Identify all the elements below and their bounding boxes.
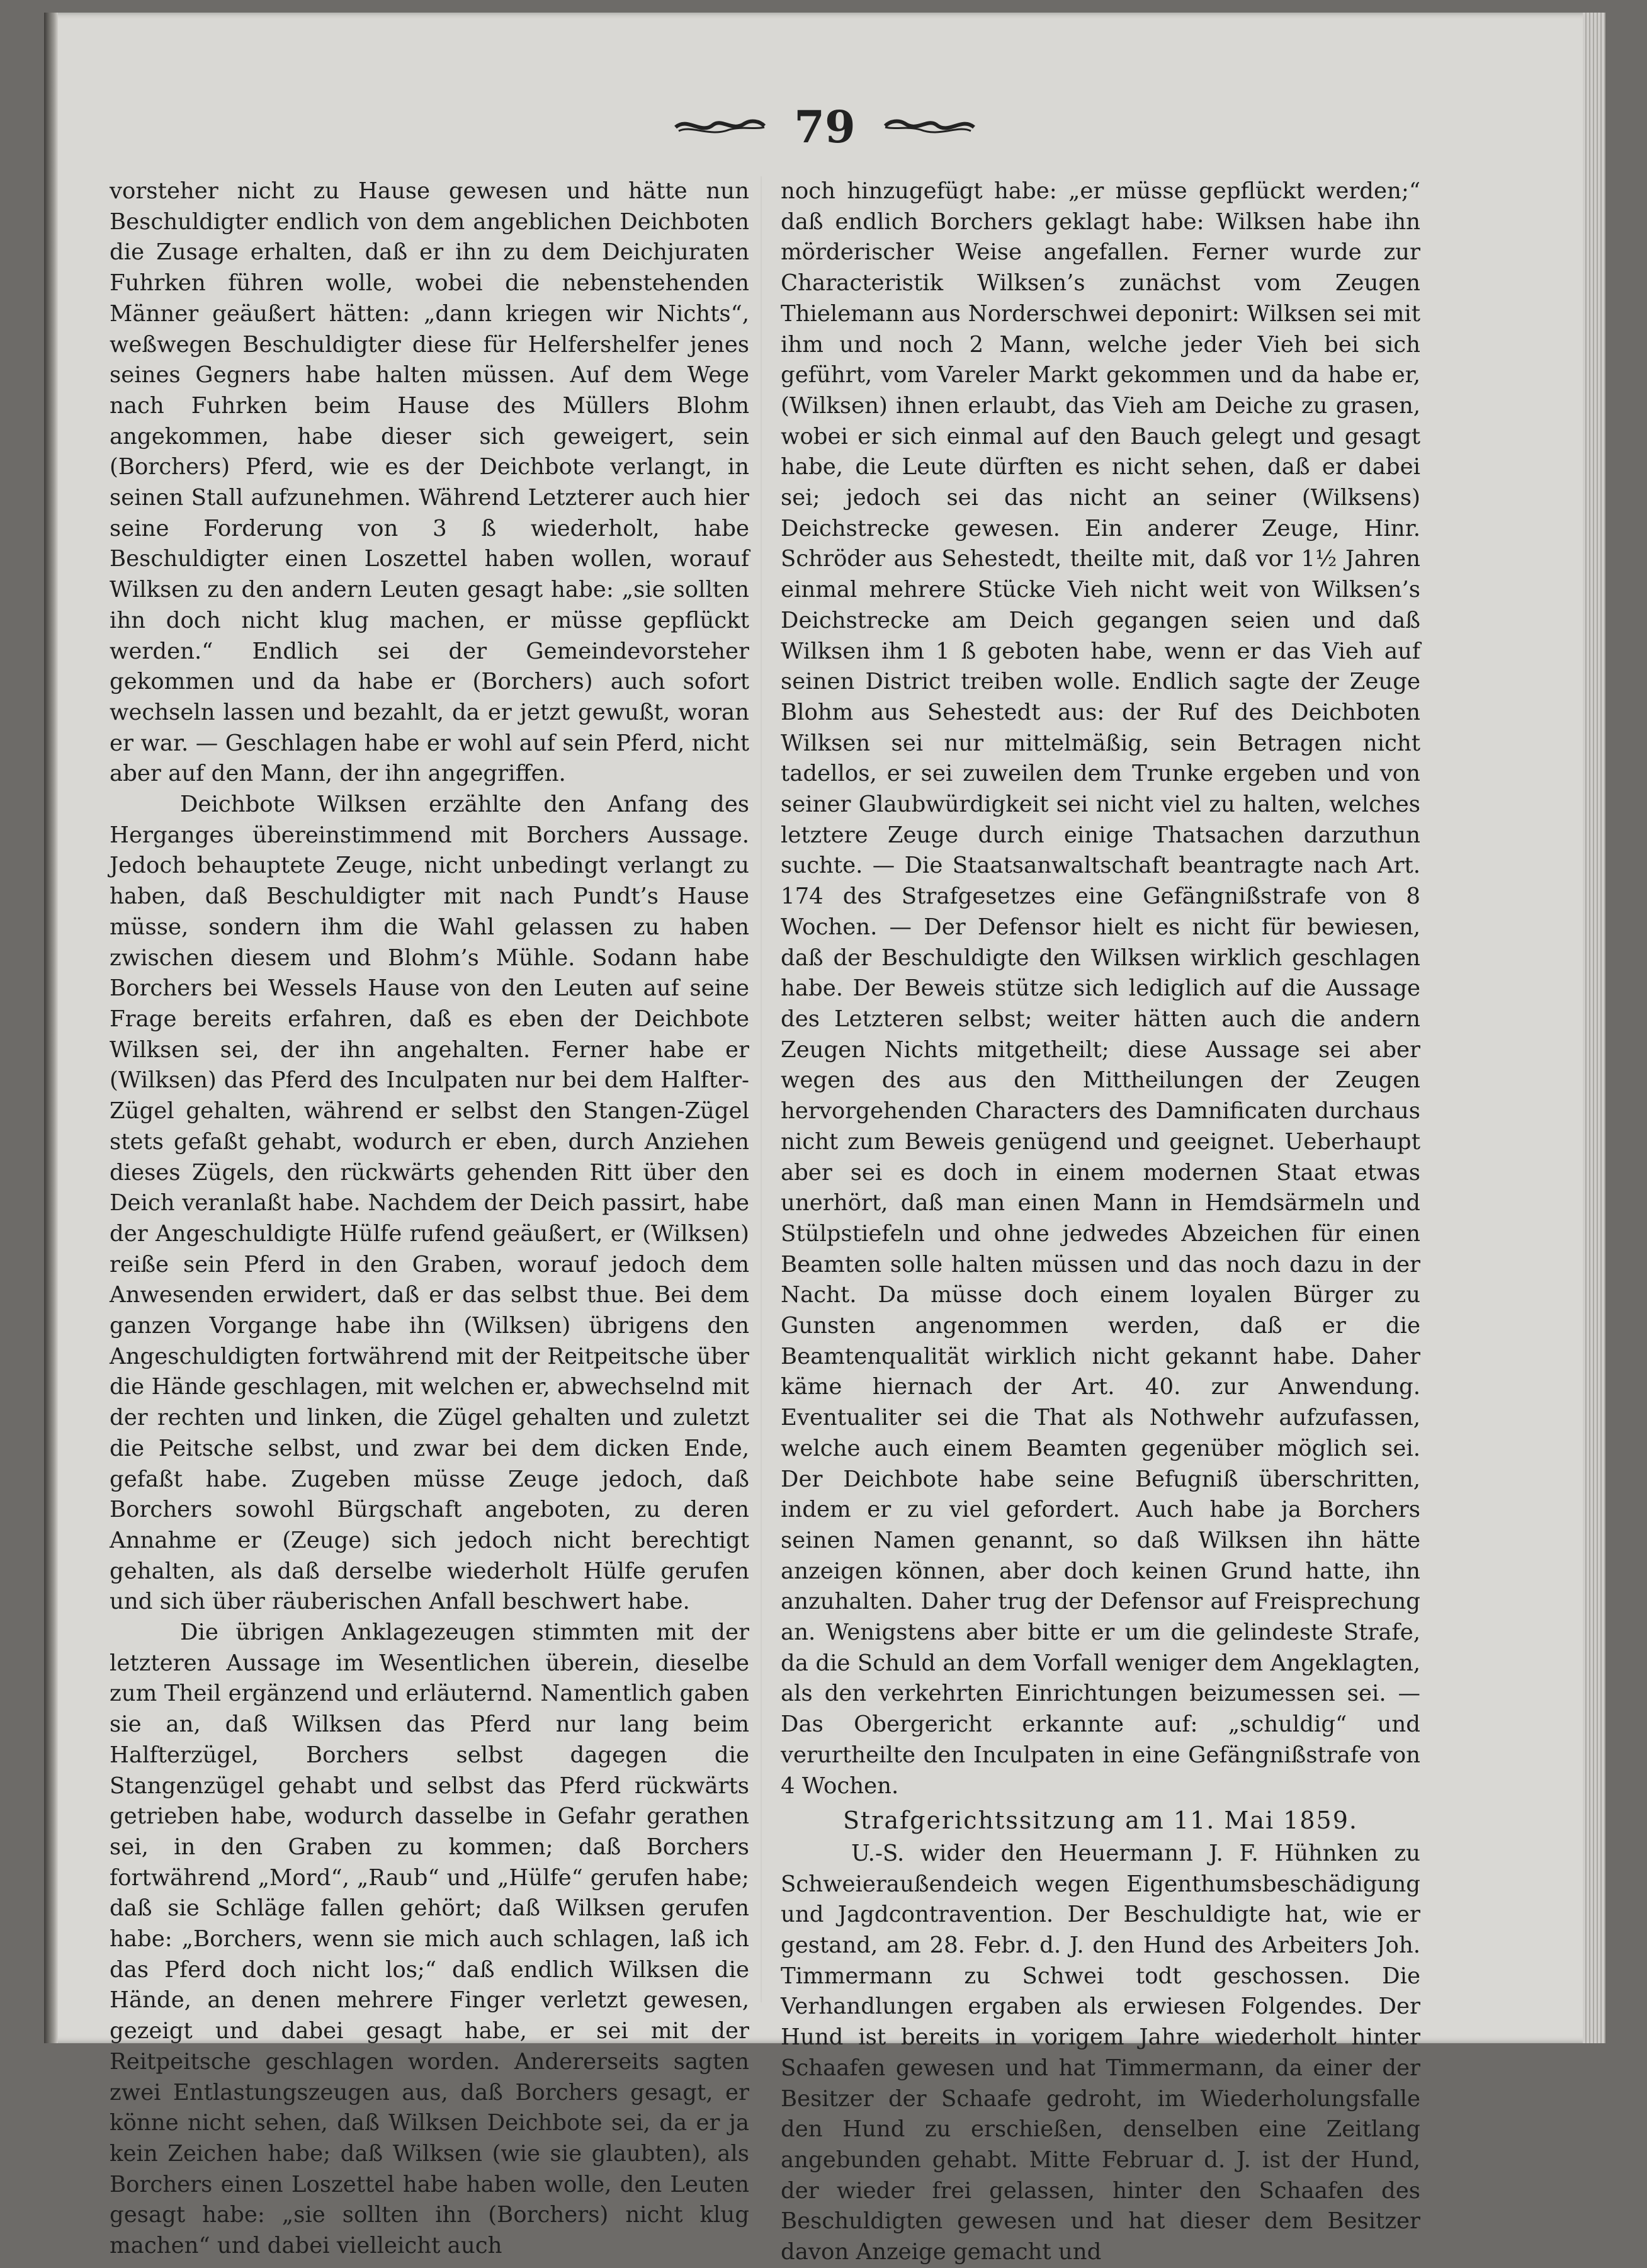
- page-stack-edge: [1583, 13, 1605, 2043]
- page-number: 79: [794, 101, 856, 153]
- paragraph: vorsteher nicht zu Hause gewesen und hätte nun Beschuldigter endlich von dem angeblichen Deichboten die Zusage erhalten, daß er ihn zu dem Deichjuraten Fuhrken führen wolle, wobei die nebenstehenden Männer geäußert hätten: „dann kriegen wir Nichts“, weßwegen Beschuldigter diese für Helfershelfer jenes seines Gegners habe halten müssen. Auf dem Wege nach Fuhrken beim Hause des Müllers Blohm angekommen, habe dieser sich geweigert, sein (Borchers) Pferd, wie es der Deichbote verlangt, in seinen Stall aufzunehmen. Während Letzterer auch hier seine Forderung von 3 ß wiederholt, habe Beschuldigter einen Loszettel haben wollen, worauf Wilksen zu den andern Leuten gesagt habe: „sie sollten ihn doch nicht klug machen, er müsse gepflückt werden.“ Endlich sei der Gemeindevorsteher gekommen und da habe er (Borchers) auch sofort wechseln lassen und bezahlt, da er jetzt gewußt, woran er war. — Geschlagen habe er wohl auf sein Pferd, nicht aber auf den Mann, der ihn angegriffen.: [110, 178, 749, 787]
- left-column: [110, 176, 749, 2262]
- ornament-left-icon: [672, 113, 767, 141]
- section-heading: Strafgerichtssitzung am 11. Mai 1859.: [842, 1806, 1358, 1835]
- paragraph: Deichbote Wilksen erzählte den Anfang des Herganges übereinstimmend mit Borchers Aussage. Jedoch behauptete Zeuge, nicht unbedingt verlangt zu haben, daß Beschuldigter mit nach Pundt’s Hause müsse, sondern ihm die Wahl gelassen zu haben zwischen diesem und Blohm’s Mühle. Sodann habe Borchers bei Wessels Hause von den Leuten auf seine Frage bereits erfahren, daß es eben der Deichbote Wilksen sei, der ihn angehalten. Ferner habe er (Wilksen) das Pferd des Inculpaten nur bei dem Halfter-Zügel gehalten, während er selbst den Stangen-Zügel stets gefaßt gehabt, wodurch er eben, durch Anziehen dieses Zügels, den rückwärts gehenden Ritt über den Deich veranlaßt habe. Nachdem der Deich passirt, habe der Angeschuldigte Hülfe rufend geäußert, er (Wilksen) reiße sein Pferd in den Graben, worauf jedoch dem Anwesenden erwidert, daß er das selbst thue. Bei dem ganzen Vorgange habe ihn (Wilksen) übrigens den Angeschuldigten fortwährend mit der Reitpeitsche über die Hände geschlagen, mit welchen er, abwechselnd mit der rechten und linken, die Zügel gehalten und zuletzt die Peitsche selbst, und zwar bei dem dicken Ende, gefaßt habe. Zugeben müsse Zeuge jedoch, daß Borchers sowohl Bürgschaft angeboten, zu deren Annahme er (Zeuge) sich jedoch nicht berechtigt gehalten, als daß derselbe wiederholt Hülfe gerufen und sich über räuberischen Anfall beschwert habe.: [110, 791, 749, 1615]
- paragraph: noch hinzugefügt habe: „er müsse gepflückt werden;“ daß endlich Borchers geklagt habe: Wilksen habe ihn mörderischer Weise angefallen. Ferner wurde zur Characteristik Wilksen’s zunächst vom Zeugen Thielemann aus Norderschwei deponirt: Wilksen sei mit ihm und noch 2 Mann, welche jeder Vieh bei sich geführt, vom Vareler Markt gekommen und da habe er, (Wilksen) ihnen erlaubt, das Vieh am Deiche zu grasen, wobei er sich einmal auf den Bauch gelegt und gesagt habe, die Leute dürften es nicht sehen, daß er dabei sei; jedoch sei das nicht an seiner (Wilksens) Deichstrecke gewesen. Ein anderer Zeuge, Hinr. Schröder aus Sehestedt, theilte mit, daß vor 1½ Jahren einmal mehrere Stücke Vieh nicht weit von Wilksen’s Deichstrecke am Deich gegangen seien und daß Wilksen ihm 1 ß geboten habe, wenn er das Vieh auf seinen District treiben wolle. Endlich sagte der Zeuge Blohm aus Sehestedt aus: der Ruf des Deichboten Wilksen sei nur mittelmäßig, sein Betragen nicht tadellos, er sei zuweilen dem Trunke ergeben und von seiner Glaubwürdigkeit sei nicht viel zu halten, welches letztere Zeuge durch einige Thatsachen darzuthun suchte. — Die Staatsanwaltschaft beantragte nach Art. 174 des Strafgesetzes eine Gefängnißstrafe von 8 Wochen. — Der Defensor hielt es nicht für bewiesen, daß der Beschuldigte den Wilksen wirklich geschlagen habe. Der Beweis stütze sich lediglich auf die Aussage des Letzteren selbst; weiter hätten auch die andern Zeugen Nichts mitgetheilt; diese Aussage sei aber wegen des aus den Mittheilungen der Zeugen hervorgehenden Characters des Damnificaten durchaus nicht zum Beweis genügend und geeignet. Ueberhaupt aber sei es doch in einem modernen Staat etwas unerhört, daß man einen Mann in Hemdsärmeln und Stülpstiefeln und ohne jedwedes Abzeichen für einen Beamten solle halten müssen und das noch dazu in der Nacht. Da müsse doch einem loyalen Bürger zu Gunsten angenommen werden, daß er die Beamtenqualität wirklich nicht gekannt habe. Daher käme hiernach der Art. 40. zur Anwendung. Eventualiter sei die That als Nothwehr aufzufassen, welche auch einem Beamten gegenüber möglich sei. Der Deichbote habe seine Befugniß überschritten, indem er zu viel gefordert. Auch habe ja Borchers seinen Namen genannt, so daß Wilksen ihn hätte anzeigen können, aber doch keinen Grund hatte, ihn anzuhalten. Daher trug der Defensor auf Freisprechung an. Wenigstens aber bitte er um die gelindeste Strafe, da die Schuld an dem Vorfall weniger dem Angeklagten, als den verkehrten Einrichtungen beizumessen sei. — Das Obergericht erkannte auf: „schuldig“ und verurtheilte den Inculpaten in eine Gefängnißstrafe von 4 Wochen.: [781, 178, 1420, 1799]
- page-header: [44, 101, 1605, 157]
- paragraph: U.-S. wider den Heuermann J. F. Hühnken zu Schweieraußendeich wegen Eigenthumsbeschädigung und Jagdcontravention. Der Beschuldigte hat, wie er gestand, am 28. Febr. d. J. den Hund des Arbeiters Joh. Timmermann zu Schwei todt geschossen. Die Verhandlungen ergaben als erwiesen Folgendes. Der Hund ist bereits in vorigem Jahre wiederholt hinter Schaafen gewesen und hat Timmermann, da einer der Besitzer der Schaafe gedroht, im Wiederholungsfalle den Hund zu erschießen, denselben eine Zeitlang angebunden gehabt. Mitte Februar d. J. ist der Hund, der wieder frei gelassen, hinter den Schaafen des Beschuldigten gewesen und hat dieser dem Besitzer davon Anzeige gemacht und: [781, 1840, 1420, 2265]
- paragraph: Die übrigen Anklagezeugen stimmten mit der letzteren Aussage im Wesentlichen überein, dieselbe zum Theil ergänzend und erläuternd. Namentlich gaben sie an, daß Wilksen das Pferd nur lang beim Halfterzügel, Borchers selbst dagegen die Stangenzügel gehabt und selbst das Pferd rückwärts getrieben habe, wodurch dasselbe in Gefahr gerathen sei, in den Graben zu kommen; daß Borchers fortwährend „Mord“, „Raub“ und „Hülfe“ gerufen habe; daß sie Schläge fallen gehört; daß Wilksen gerufen habe: „Borchers, wenn sie mich auch schlagen, laß ich das Pferd doch nicht los;“ daß endlich Wilksen die Hände, an denen mehrere Finger verletzt gewesen, gezeigt und dabei gesagt habe, er sei mit der Reitpeitsche geschlagen worden. Andererseits sagten zwei Entlastungszeugen aus, daß Borchers gesagt, er könne nicht sehen, daß Wilksen Deichbote sei, da er ja kein Zeichen habe; daß Wilksen (wie sie glaubten), als Borchers einen Loszettel habe haben wolle, den Leuten gesagt habe: „sie sollten ihn (Borchers) nicht klug machen“ und dabei vielleicht auch: [110, 1619, 749, 2259]
- right-column: [781, 176, 1420, 2268]
- book-page: [44, 13, 1605, 2265]
- ornament-right-icon: [883, 113, 977, 141]
- binding-edge: [44, 13, 58, 2043]
- column-gutter: [761, 176, 762, 2002]
